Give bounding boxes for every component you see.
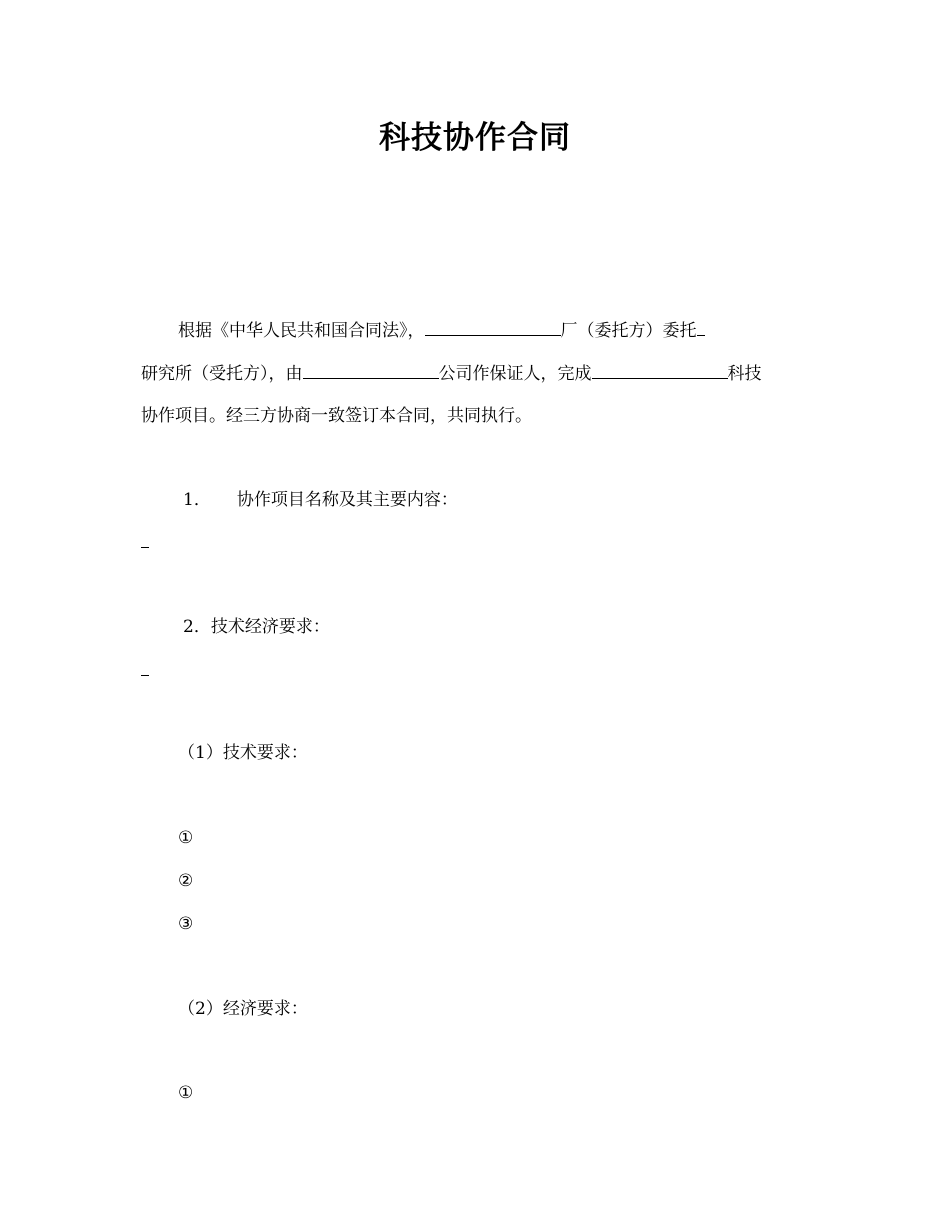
intro-line-3: 协作项目。经三方协商一致签订本合同，共同执行。 xyxy=(141,406,532,426)
intro-text-2a: 研究所（受托方），由 xyxy=(141,364,303,384)
sub-1-item-3: ③ xyxy=(178,914,194,934)
blank-field-guarantor[interactable] xyxy=(303,361,439,379)
section-2-heading: 2．技术经济要求： xyxy=(183,617,330,637)
sub-1-heading: （1）技术要求： xyxy=(178,743,308,763)
blank-field-project[interactable] xyxy=(592,361,728,379)
sub-1-item-2: ② xyxy=(178,871,194,891)
document-title: 科技协作合同 xyxy=(379,120,571,156)
section-1-number: 1． xyxy=(183,490,211,510)
intro-text-1a: 根据《中华人民共和国合同法》， xyxy=(178,321,425,341)
blank-field-section-2[interactable] xyxy=(141,675,149,676)
intro-text-1b: 厂（委托方）委托 xyxy=(560,321,697,341)
sub-2-heading: （2）经济要求： xyxy=(178,999,308,1019)
intro-text-2b: 公司作保证人，完成 xyxy=(438,364,592,384)
intro-line-2 xyxy=(141,361,762,386)
blank-field-factory[interactable] xyxy=(425,318,561,336)
section-1-title: 协作项目名称及其主要内容： xyxy=(236,490,458,510)
sub-1-item-1: ① xyxy=(178,828,194,848)
intro-line-1 xyxy=(178,318,705,343)
section-1-heading xyxy=(183,488,458,512)
intro-text-2c: 科技 xyxy=(727,364,762,384)
blank-field-section-1[interactable] xyxy=(141,547,149,548)
sub-2-item-1: ① xyxy=(178,1083,194,1103)
blank-field-institute[interactable] xyxy=(697,318,705,336)
